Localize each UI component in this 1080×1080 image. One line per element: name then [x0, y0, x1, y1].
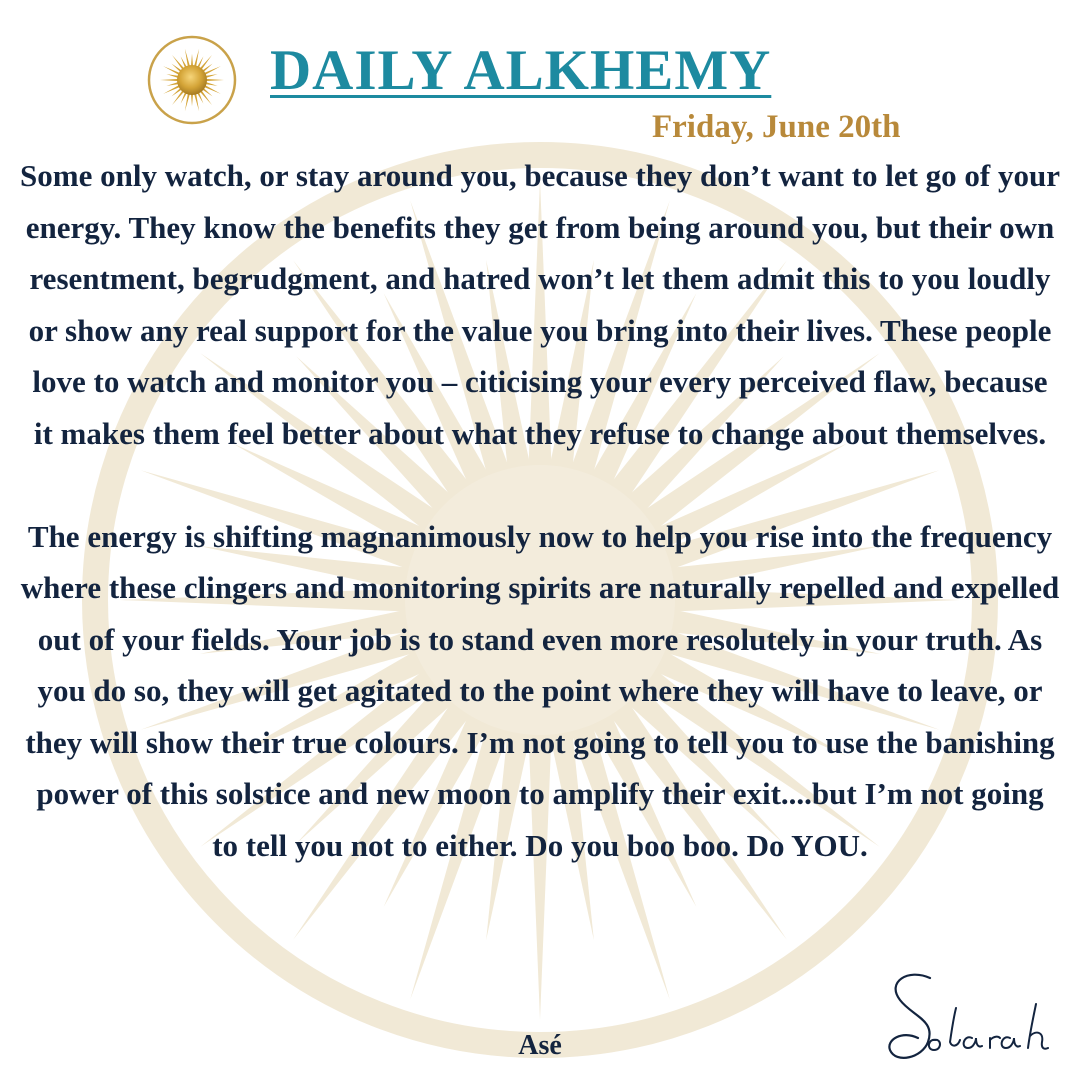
message-paragraph: The energy is shifting magnanimously now to help you rise into the frequency where these clingers and monitoring spirits are naturally repelled and expelled out of your fields. Your job is to stand even more resolutely in your truth. As you do so, they will get agitated to the point where they will have to leave, or they will show their true colours. I’m not going to tell you to use the banishing power of this solstice and new moon to amplify their exit....but I’m not going to tell you not to either. Do you boo boo. Do YOU.: [20, 518, 1060, 863]
message-paragraph: Some only watch, or stay around you, because they don’t want to let go of your energy. They know the benefits they get from being around you, but their own resentment, begrudgment, and hatred won’t let them admit this to you loudly or show any real support for the value you bring into their lives. These people love to watch and monitor you – citicising your every perceived flaw, because it makes them feel better about what they refuse to change about themselves.: [20, 158, 1060, 451]
paragraph-spacer: [20, 459, 1060, 511]
signature-solarah: [878, 960, 1058, 1075]
sign-off: Asé: [518, 1030, 562, 1061]
date-label: Friday, June 20th: [652, 109, 901, 145]
sun-medallion-icon: [146, 34, 238, 126]
message-body: [20, 150, 1060, 871]
page-title: DAILY ALKHEMY: [270, 39, 772, 102]
header: [0, 0, 1080, 150]
